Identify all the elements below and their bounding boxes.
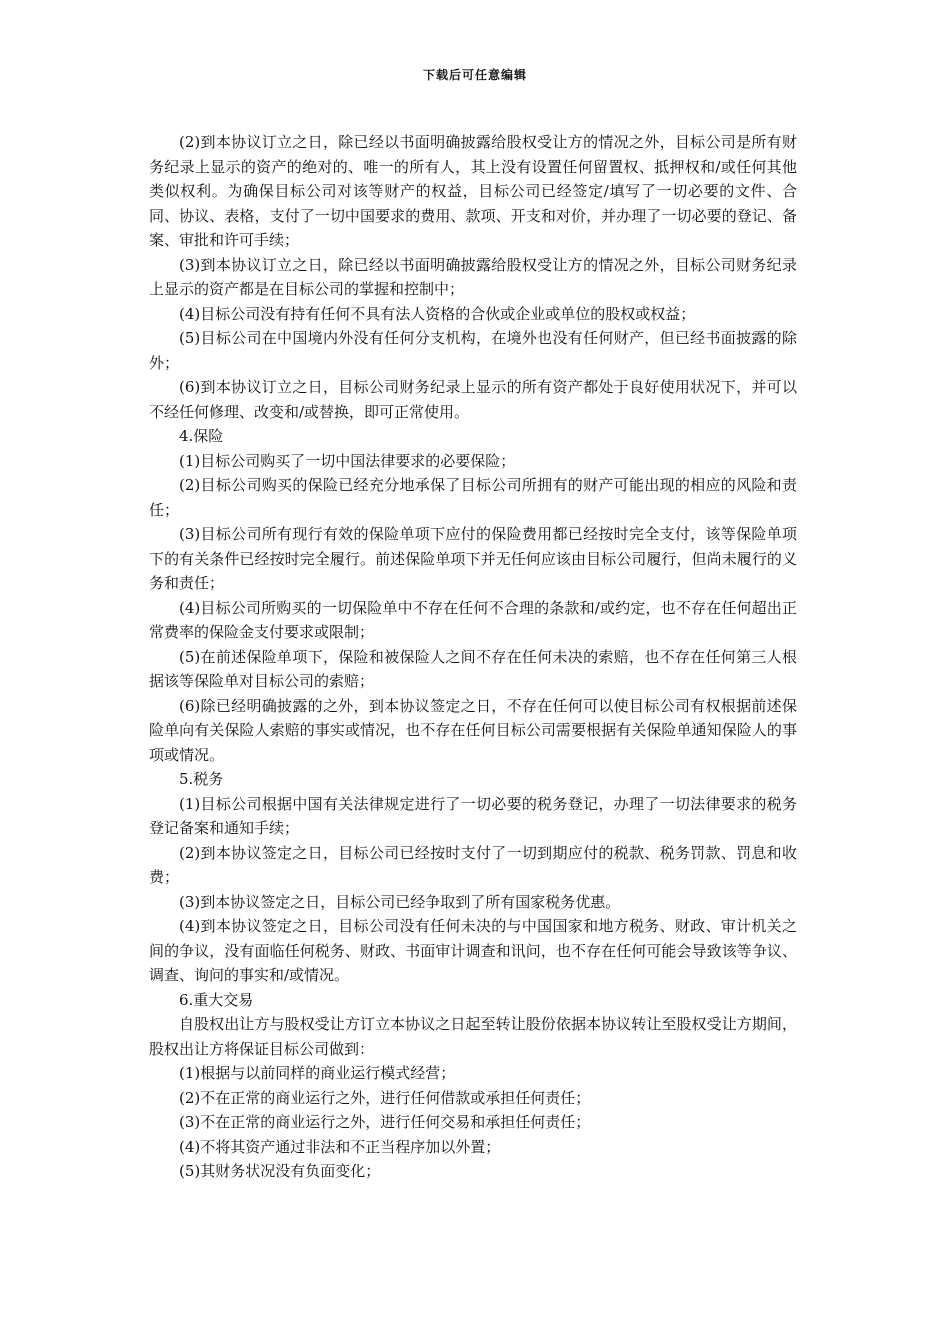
paragraph: (4)不将其资产通过非法和不正当程序加以外置； bbox=[179, 1137, 501, 1156]
paragraph: (3)到本协议订立之日，除已经以书面明确披露给股权受让方的情况之外，目标公司财务纪录上显示的资产都是在目标公司的掌握和控制中； bbox=[149, 255, 797, 298]
paragraph: (1)目标公司购买了一切中国法律要求的必要保险； bbox=[179, 451, 516, 470]
paragraph: (2)不在正常的商业运行之外，进行任何借款或承担任何责任； bbox=[179, 1088, 591, 1107]
paragraph: 自股权出让方与股权受让方订立本协议之日起至转让股份依据本协议转让至股权受让方期间，股权出让方将保证目标公司做到： bbox=[149, 1015, 797, 1058]
paragraph: (5)在前述保险单项下，保险和被保险人之间不存在任何未决的索赔，也不存在任何第三人根据该等保险单对目标公司的索赔； bbox=[149, 647, 797, 690]
paragraph: (2)到本协议签定之日，目标公司已经按时支付了一切到期应付的税款、税务罚款、罚息和收费； bbox=[149, 843, 797, 886]
section-heading: 4.保险 bbox=[179, 427, 224, 445]
paragraph: (1)根据与以前同样的商业运行模式经营； bbox=[179, 1064, 456, 1082]
paragraph: (2)到本协议订立之日，除已经以书面明确披露给股权受让方的情况之外，目标公司是所有财务纪录上显示的资产的绝对的、唯一的所有人，其上没有设置任何留置权、抵押权和/或任何其他类似权利。为确保目标公司对该等财产的权益，目标公司已经签定/填写了一切必要的文件、合同、协议、表格，支付了一切中国要求的费用、款项、开支和对价，并办理了一切必要的登记、备案、审批和许可手续； bbox=[149, 133, 797, 249]
page-header: 下载后可任意编辑 bbox=[422, 68, 527, 82]
document-body bbox=[149, 130, 797, 1184]
paragraph: (4)到本协议签定之日，目标公司没有任何未决的与中国国家和地方税务、财政、审计机关之间的争议，没有面临任何税务、财政、书面审计调查和讯问，也不存在任何可能会导致该等争议、调查、询问的事实和/或情况。 bbox=[149, 917, 797, 984]
paragraph: (6)到本协议订立之日，目标公司财务纪录上显示的所有资产都处于良好使用状况下，并可以不经任何修理、改变和/或替换，即可正常使用。 bbox=[149, 378, 797, 421]
paragraph: (4)目标公司所购买的一切保险单中不存在任何不合理的条款和/或约定，也不存在任何超出正常费率的保险金支付要求或限制； bbox=[149, 598, 797, 641]
paragraph: (6)除已经明确披露的之外，到本协议签定之日，不存在任何可以使目标公司有权根据前述保险单向有关保险人索赔的事实或情况，也不存在任何目标公司需要根据有关保险单通知保险人的事项或情况。 bbox=[149, 696, 797, 764]
section-heading: 5.税务 bbox=[179, 770, 224, 788]
paragraph: (3)到本协议签定之日，目标公司已经争取到了所有国家税务优惠。 bbox=[179, 892, 621, 911]
paragraph: (5)其财务状况没有负面变化； bbox=[179, 1162, 381, 1180]
paragraph: (5)目标公司在中国境内外没有任何分支机构，在境外也没有任何财产，但已经书面披露的除外； bbox=[149, 329, 797, 372]
paragraph: (1)目标公司根据中国有关法律规定进行了一切必要的税务登记，办理了一切法律要求的税务登记备案和通知手续； bbox=[149, 794, 797, 837]
paragraph: (4)目标公司没有持有任何不具有法人资格的合伙或企业或单位的股权或权益； bbox=[179, 304, 696, 323]
paragraph: (3)不在正常的商业运行之外，进行任何交易和承担任何责任； bbox=[179, 1113, 591, 1131]
section-heading: 6.重大交易 bbox=[179, 990, 254, 1009]
paragraph: (2)目标公司购买的保险已经充分地承保了目标公司所拥有的财产可能出现的相应的风险和责任； bbox=[149, 476, 797, 519]
paragraph: (3)目标公司所有现行有效的保险单项下应付的保险费用都已经按时完全支付，该等保险单项下的有关条件已经按时完全履行。前述保险单项下并无任何应该由目标公司履行，但尚未履行的义务和责任； bbox=[149, 525, 797, 592]
